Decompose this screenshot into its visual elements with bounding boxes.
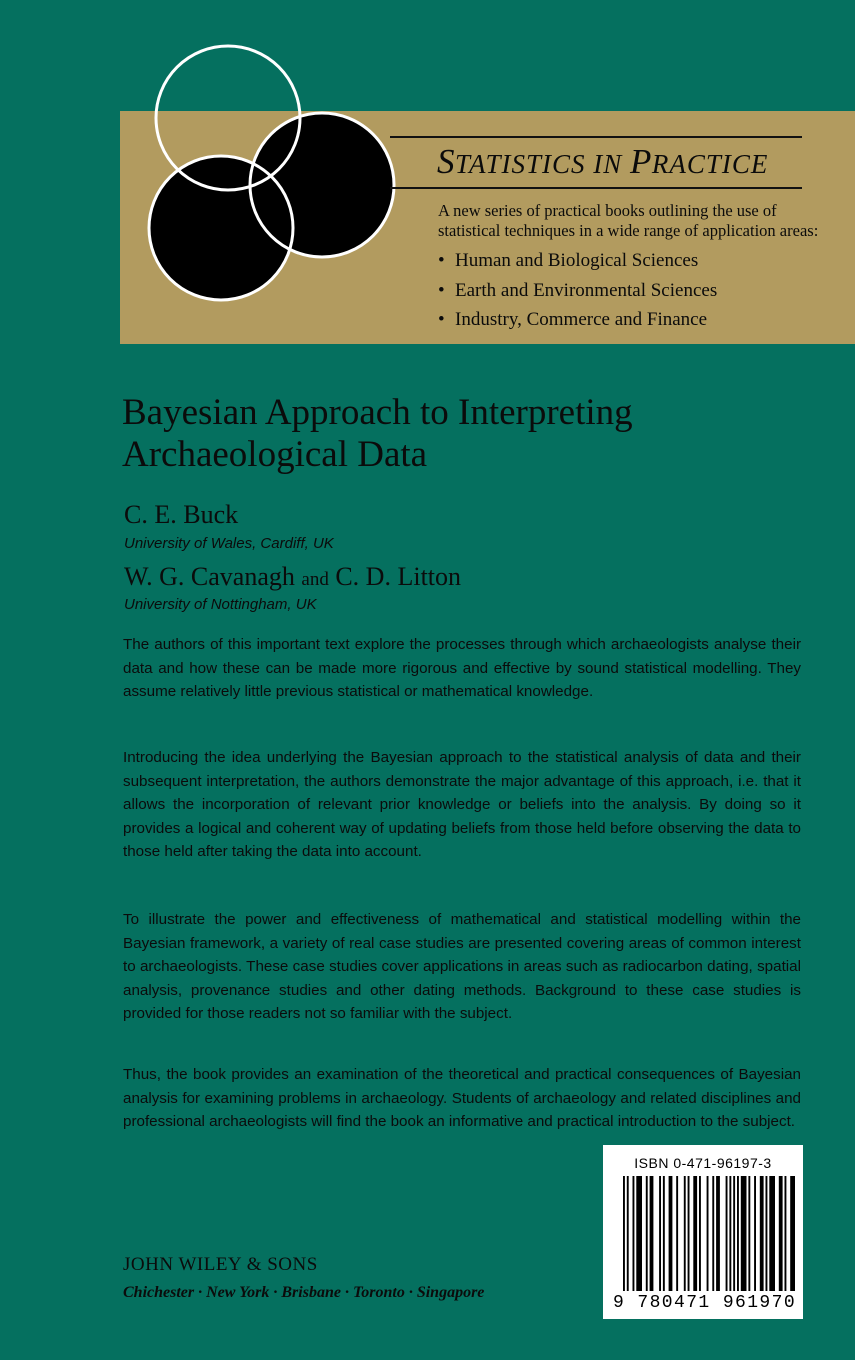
barcode-bar [741,1176,747,1291]
barcode-bar [790,1176,795,1291]
author-conjunction: and [301,569,329,590]
barcode-bar [627,1176,629,1291]
publisher-cities: Chichester · New York · Brisbane · Toronto · Singapore [123,1284,485,1301]
barcode-bar [646,1176,648,1291]
barcode-bar [712,1176,714,1291]
author-litton: C. D. Litton [335,562,462,591]
barcode-bar [733,1176,735,1291]
blurb-paragraph-4: Thus, the book provides an examination of the theoretical and practical consequences of Bayesian analysis for examining problems in archaeology. Students of archaeology and related disciplines and professional archaeologists will find the book an informative and practical introduction to the subject. [123,1066,801,1130]
blurb-paragraph-1: The authors of this important text explore the processes through which archaeologists analyse their data and how these can be made more rigorous and effective by sound statistical modelling. They assume relatively little previous statistical or mathematical knowledge. [123,636,801,700]
author-cavanagh: W. G. Cavanagh [124,562,295,591]
barcode-bar [779,1176,783,1291]
barcode-bar [716,1176,720,1291]
barcode-bar [663,1176,665,1291]
series-title [437,140,855,186]
barcode-bar [623,1176,625,1291]
series-area-item: • Earth and Environmental Sciences [438,276,717,306]
barcode-bar [676,1176,678,1291]
book-title-line-1: Bayesian Approach to Interpreting [122,392,633,433]
barcode-bar [684,1176,686,1291]
book-title [122,392,822,476]
series-description: A new series of practical books outlining the use of statistical techniques in a wide range of application areas: [438,201,819,240]
barcode-bar [766,1176,768,1291]
barcode-bar [633,1176,635,1291]
barcode-bar [785,1176,787,1291]
isbn-label: ISBN 0-471-96197-3 [634,1155,772,1171]
barcode-bar [707,1176,709,1291]
blurb-paragraph-3: To illustrate the power and effectiveness of mathematical and statistical modelling within the Bayesian framework, a variety of real case studies are presented covering areas of common interest to archaeologists. These case studies cover applications in areas such as radiocarbon dating, spatial analysis, provenance studies and other dating methods. Background to these case studies is provided for those readers not so familiar with the subject. [123,911,801,1022]
barcode-bar [659,1176,661,1291]
barcode-bar [699,1176,701,1291]
barcode-bar [760,1176,764,1291]
barcode-bar [693,1176,697,1291]
blurb-paragraph-2: Introducing the idea underlying the Bayesian approach to the statistical analysis of data and their subsequent interpretation, the authors demonstrate the major advantage of this approach, i.e. that it allows the incorporation of relevant prior knowledge or beliefs into the analysis. By doing so it provides a logical and coherent way of updating beliefs from those held before observing the data to those held after taking the data into account. [123,749,801,860]
series-areas-list [438,246,717,335]
series-logo-circles [140,40,410,310]
barcode-bar [737,1176,739,1291]
author-buck: C. E. Buck [124,500,239,529]
series-title-statistics-in: TATISTICS IN [455,149,631,179]
barcode-bar [688,1176,690,1291]
ean-barcode [621,1176,795,1291]
authors-cavanagh-litton [124,562,461,595]
affiliation-nottingham: University of Nottingham, UK [124,596,317,613]
barcode-bar [748,1176,750,1291]
series-rule-top [390,136,802,138]
book-title-line-2: Archaeological Data [122,434,428,475]
ean-number: 9 780471 961970 [613,1293,797,1313]
isbn-barcode-panel [603,1145,803,1319]
series-area-item: • Human and Biological Sciences [438,246,717,276]
series-title-initial-p: P [630,142,652,181]
barcode-bar [650,1176,654,1291]
barcode-bar [726,1176,728,1291]
series-title-initial-s: S [437,142,455,181]
series-area-item: • Industry, Commerce and Finance [438,305,717,335]
series-title-practice: RACTICE [651,149,769,179]
barcode-bar [769,1176,775,1291]
series-rule-bottom [390,187,802,189]
affiliation-cardiff: University of Wales, Cardiff, UK [124,535,334,552]
publisher-name: JOHN WILEY & SONS [123,1254,318,1275]
barcode-bar [636,1176,642,1291]
barcode-bar [669,1176,673,1291]
barcode-bar [754,1176,756,1291]
barcode-bar [729,1176,731,1291]
